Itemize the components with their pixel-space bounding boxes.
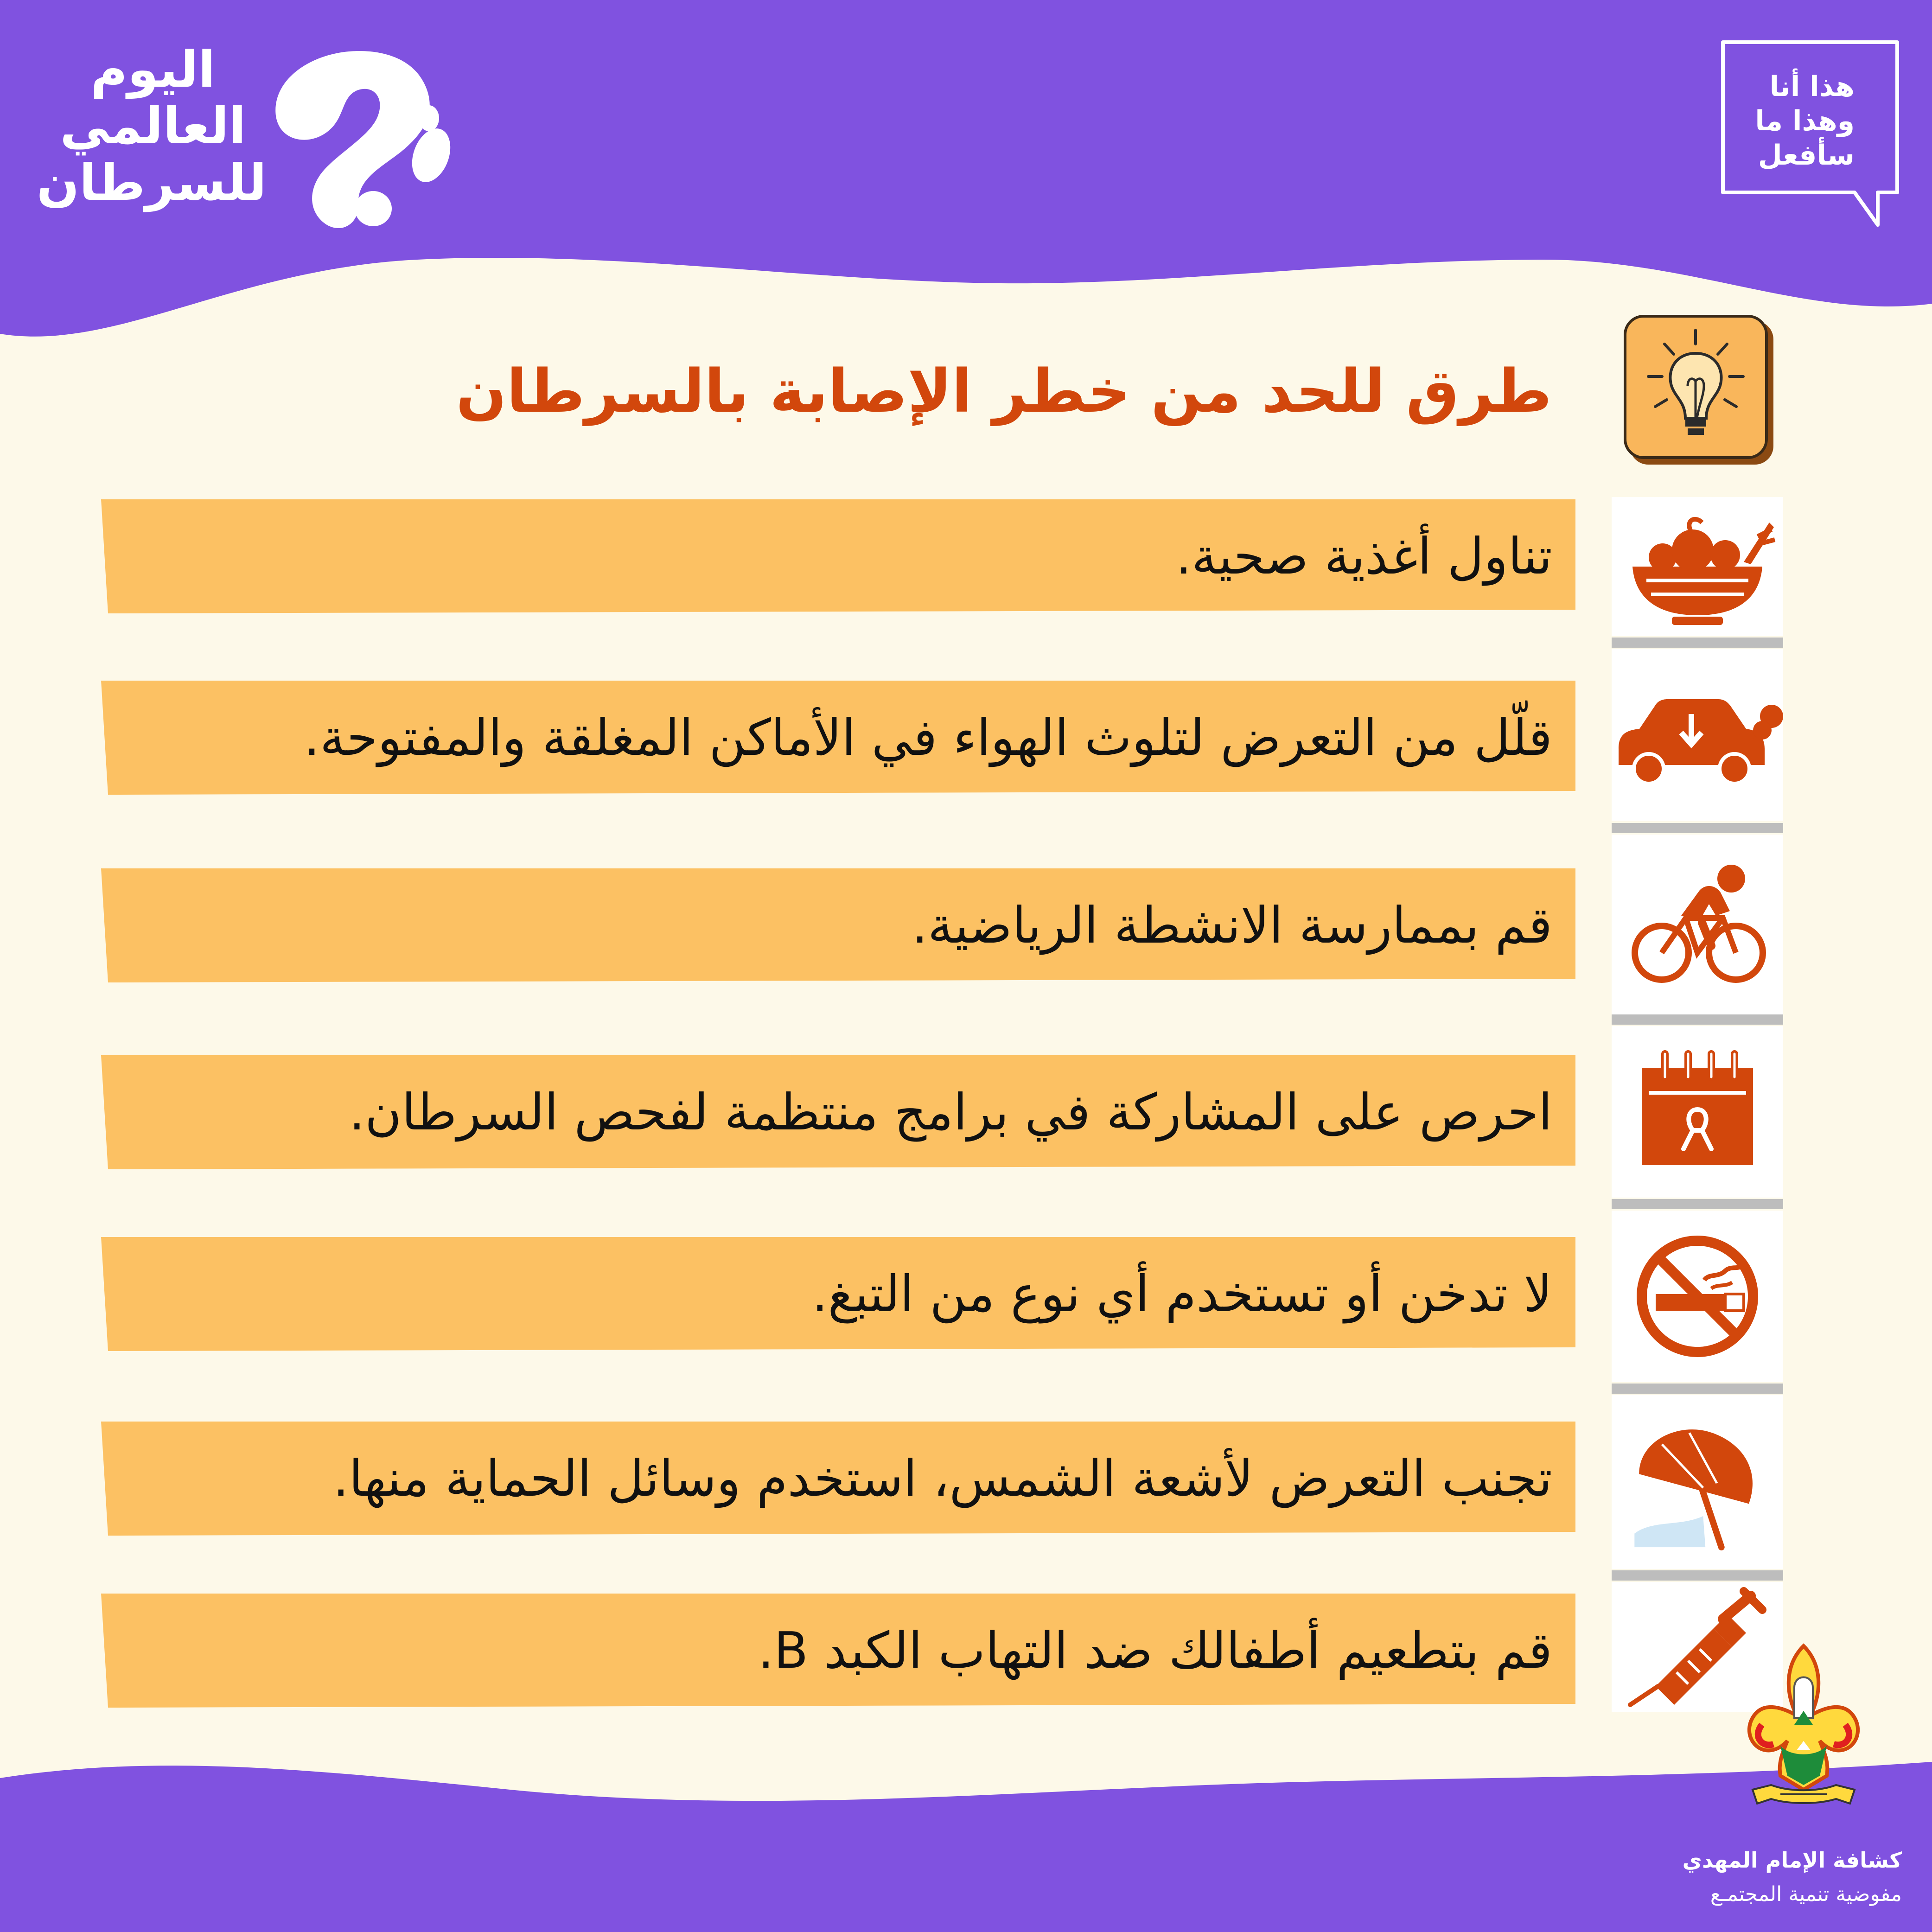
row-separator: [1612, 823, 1783, 833]
cyclist-icon: [1612, 835, 1783, 1018]
tip-bar-2: [101, 681, 1575, 795]
car-exhaust-icon: [1612, 649, 1783, 821]
tip-bar-3: [101, 868, 1575, 982]
tip-bar-7: [101, 1594, 1575, 1708]
lightbulb-icon: [1620, 312, 1778, 469]
calendar-ribbon-icon: [1612, 1026, 1783, 1198]
slogan-text: هذا أنا وهذا ما سأفعل: [1755, 70, 1855, 172]
world-cancer-day-logo: [36, 41, 466, 241]
row-separator: [1612, 1570, 1783, 1581]
org-subtitle: مفوضية تنمية المجتمـع: [1710, 1882, 1902, 1906]
salad-bowl-icon: [1612, 497, 1783, 636]
tip-text-4: احرص على المشاركة في برامج منتظمة لفحص السرطان.: [349, 1083, 1552, 1141]
world-cancer-day-logo-text: اليوم العالمي للسرطان: [36, 41, 267, 212]
beach-umbrella-icon: [1612, 1395, 1783, 1569]
row-separator: [1612, 1384, 1783, 1394]
tip-text-2: قلّل من التعرض لتلوث الهواء في الأماكن المغلقة والمفتوحة.: [304, 708, 1552, 767]
tip-text-6: تجنب التعرض لأشعة الشمس، استخدم وسائل الحماية منها.: [333, 1449, 1552, 1508]
scouts-emblem-logo: [1734, 1637, 1873, 1831]
no-smoking-icon: [1612, 1211, 1783, 1382]
row-separator: [1612, 638, 1783, 648]
tip-text-3: قم بممارسة الانشطة الرياضية.: [912, 896, 1552, 955]
tip-bar-5: [101, 1237, 1575, 1351]
tip-bar-6: [101, 1422, 1575, 1536]
logo-question-mark-icon: [257, 42, 466, 241]
tip-bar-1: [101, 499, 1575, 613]
org-name: كشافة الإمام المهدي: [1682, 1848, 1902, 1873]
page-title: طرق للحد من خطر الإصابة بالسرطان: [456, 357, 1552, 426]
row-separator: [1612, 1199, 1783, 1209]
tip-bar-4: [101, 1055, 1575, 1169]
row-separator: [1612, 1014, 1783, 1025]
tip-text-1: تناول أغذية صحية.: [1175, 527, 1552, 586]
tip-text-7: قم بتطعيم أطفالك ضد التهاب الكبد B.: [758, 1621, 1552, 1680]
tip-text-5: لا تدخن أو تستخدم أي نوع من التبغ.: [812, 1265, 1552, 1323]
